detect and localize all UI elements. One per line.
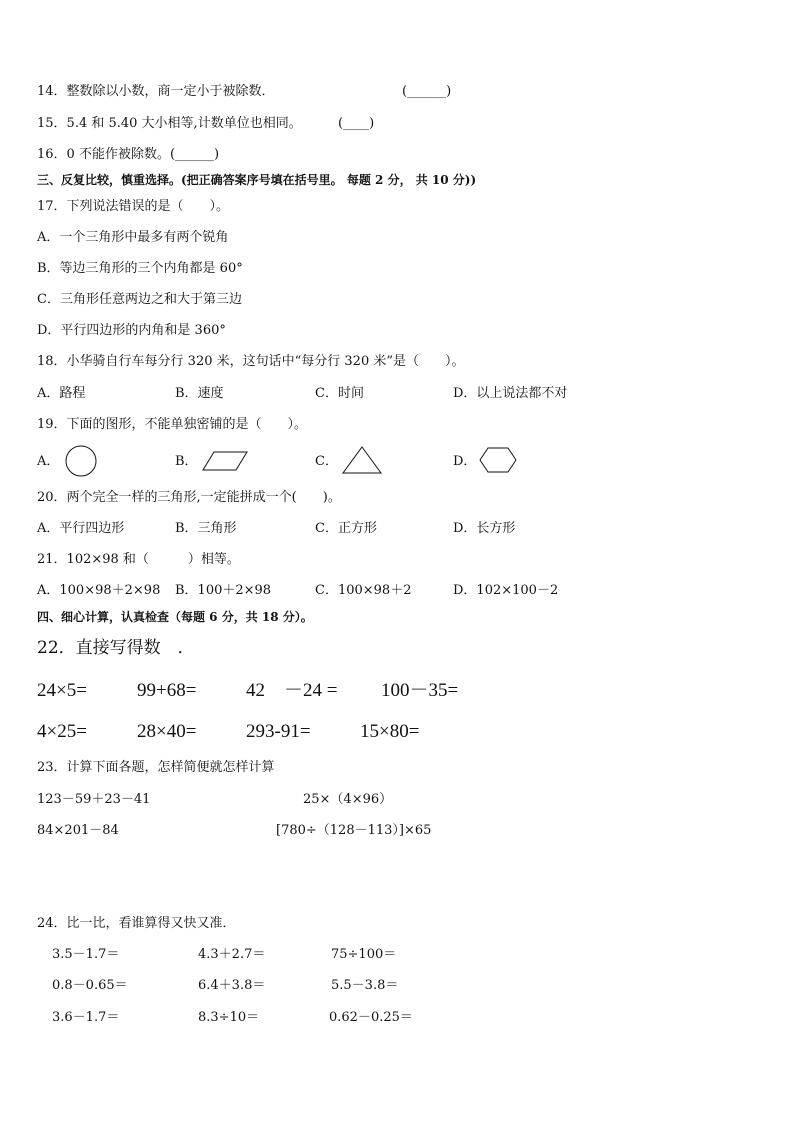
q24-r2-c3[interactable]: 5.5－3.8＝: [331, 978, 399, 993]
question-17: 17．下列说法错误的是（ ）。: [37, 199, 230, 214]
question-14-text: 14．整数除以小数，商一定小于被除数．: [37, 84, 275, 99]
q18-option-a[interactable]: A．路程: [37, 386, 86, 401]
q21-option-b[interactable]: B．100＋2×98: [175, 583, 272, 598]
q23-item2[interactable]: 25×（4×96）: [303, 792, 393, 807]
question-23: 23．计算下面各题，怎样简便就怎样计算: [37, 760, 275, 775]
q19-option-d[interactable]: D．: [453, 454, 477, 469]
q22-row1-item1[interactable]: 24×5=: [37, 680, 87, 701]
question-19: 19．下面的图形，不能单独密铺的是（ ）。: [37, 417, 308, 432]
q24-r3-c3[interactable]: 0.62－0.25＝: [329, 1010, 413, 1025]
q21-option-d[interactable]: D．102×100－2: [453, 583, 559, 598]
q22-row1-item4[interactable]: 100－35=: [381, 680, 459, 701]
q23-item1[interactable]: 123－59＋23－41: [37, 792, 151, 807]
q18-option-d[interactable]: D．以上说法都不对: [453, 386, 568, 401]
question-21: 21．102×98 和（ ）相等。: [37, 552, 240, 567]
q24-r1-c2[interactable]: 4.3＋2.7＝: [198, 947, 266, 962]
question-16[interactable]: 16．0 不能作被除数。(______): [37, 147, 220, 162]
section-4-heading: 四、细心计算，认真检查（每题 6 分，共 18 分）。: [37, 610, 313, 624]
q17-option-c[interactable]: C．三角形任意两边之和大于第三边: [37, 292, 242, 307]
q18-option-c[interactable]: C．时间: [315, 386, 364, 401]
q24-r3-c1[interactable]: 3.6－1.7＝: [52, 1010, 120, 1025]
q24-r1-c1[interactable]: 3.5－1.7＝: [52, 947, 120, 962]
q17-option-a[interactable]: A．一个三角形中最多有两个锐角: [37, 230, 229, 245]
q22-row1-item2[interactable]: 99+68=: [137, 680, 197, 701]
q22-row1-item3[interactable]: 42 －24 =: [246, 680, 338, 701]
question-20: 20．两个完全一样的三角形,一定能拼成一个( )。: [37, 490, 341, 505]
question-15: 15．5.4 和 5.40 大小相等,计数单位也相同。: [37, 116, 302, 131]
question-14: [37, 85, 275, 98]
q17-option-d[interactable]: D．平行四边形的内角和是 360°: [37, 323, 226, 338]
question-18: 18．小华骑自行车每分行 320 米，这句话中“每分行 320 米”是（ ）。: [37, 354, 465, 369]
q23-item4[interactable]: [780÷（128－113）]×65: [276, 823, 432, 838]
q22-row2-item2[interactable]: 28×40=: [137, 721, 197, 742]
q19-option-b[interactable]: B．: [175, 454, 198, 469]
q20-option-b[interactable]: B．三角形: [175, 521, 237, 536]
circle-icon[interactable]: [64, 444, 98, 478]
q22-row2-item3[interactable]: 293-91=: [246, 721, 311, 742]
q18-option-b[interactable]: B．速度: [175, 386, 224, 401]
question-24: 24．比一比，看谁算得又快又准．: [37, 916, 236, 931]
q20-option-a[interactable]: A．平行四边形: [37, 521, 125, 536]
q20-option-c[interactable]: C．正方形: [315, 521, 377, 536]
q23-item3[interactable]: 84×201－84: [37, 823, 119, 838]
q20-option-d[interactable]: D．长方形: [453, 521, 516, 536]
q22-row2-item1[interactable]: 4×25=: [37, 721, 87, 742]
q24-r2-c1[interactable]: 0.8－0.65＝: [52, 978, 128, 993]
q21-option-c[interactable]: C．100×98＋2: [315, 583, 412, 598]
q21-option-a[interactable]: A．100×98＋2×98: [37, 583, 161, 598]
hexagon-icon[interactable]: [479, 447, 517, 473]
section-3-heading: 三、反复比较，慎重选择。(把正确答案序号填在括号里。 每题 2 分， 共 10 分)): [37, 173, 477, 187]
q19-option-c[interactable]: C．: [315, 454, 338, 469]
question-14-answer-blank[interactable]: (______): [402, 84, 452, 99]
question-15-answer-blank[interactable]: (____): [338, 116, 375, 131]
parallelogram-icon[interactable]: [202, 451, 248, 471]
q24-r2-c2[interactable]: 6.4＋3.8＝: [198, 978, 266, 993]
q19-option-a[interactable]: A．: [37, 454, 60, 469]
q24-r3-c2[interactable]: 8.3÷10＝: [198, 1010, 260, 1025]
triangle-icon[interactable]: [342, 446, 382, 474]
question-22: 22．直接写得数 ．: [37, 638, 195, 658]
q17-option-b[interactable]: B．等边三角形的三个内角都是 60°: [37, 261, 243, 276]
q22-row2-item4[interactable]: 15×80=: [360, 721, 420, 742]
q24-r1-c3[interactable]: 75÷100＝: [331, 947, 397, 962]
